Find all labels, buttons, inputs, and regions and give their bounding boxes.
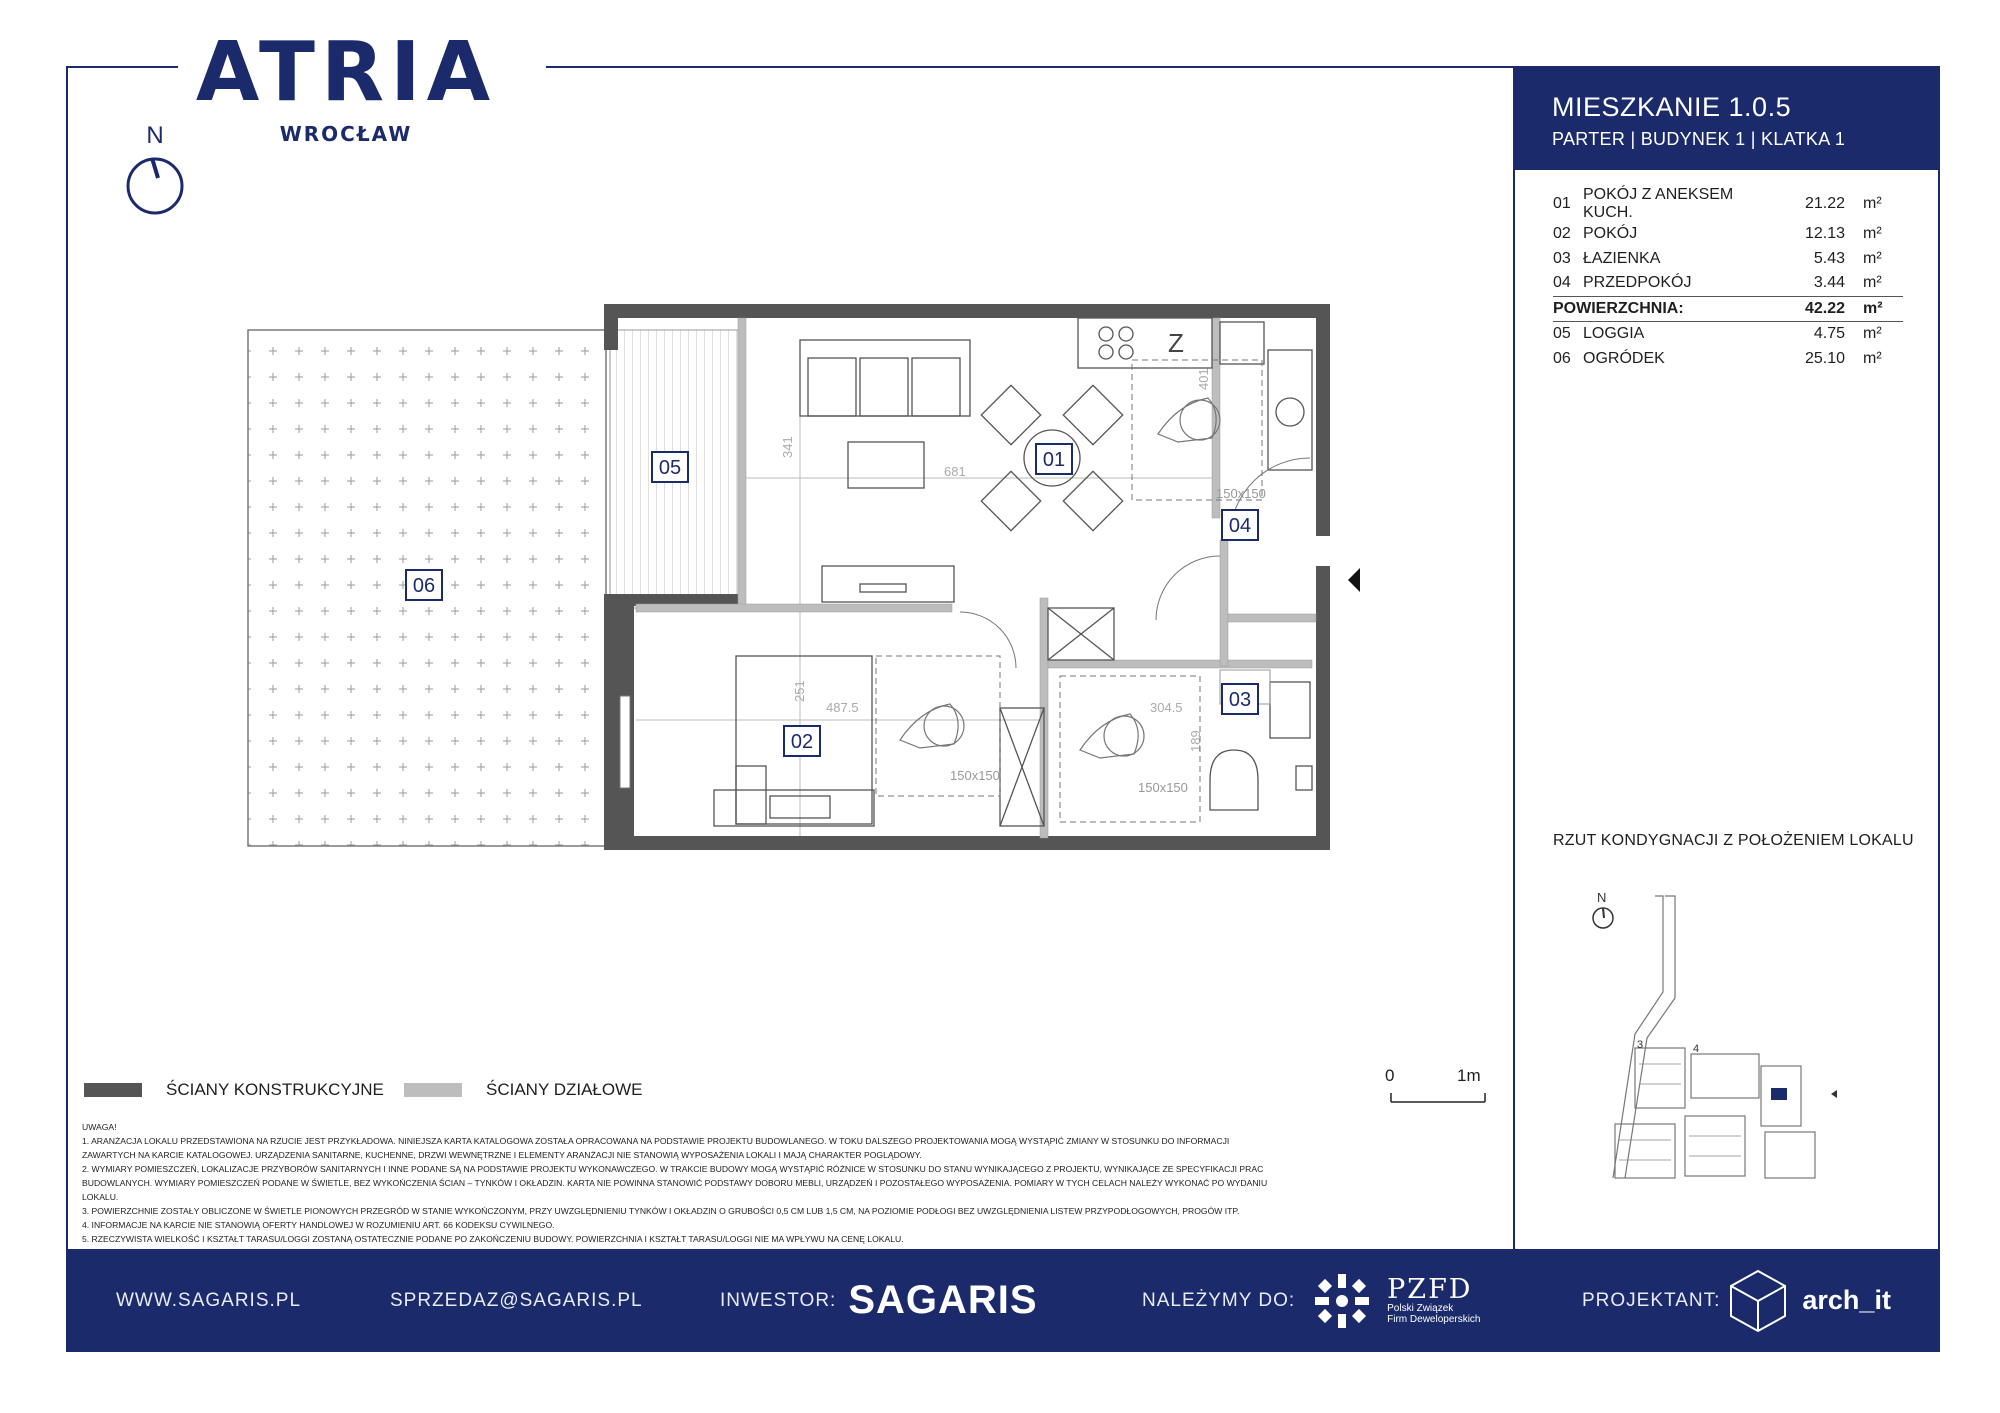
- disclaimer-notes: [82, 1120, 1282, 1246]
- area-total-row: POWIERZCHNIA: 42.22 m²: [1553, 296, 1903, 322]
- pzfd-line1: Polski Związek: [1387, 1303, 1454, 1315]
- footer: [66, 1249, 1940, 1352]
- note-item: 5. RZECZYWISTA WIELKOŚĆ I KSZTAŁT TARASU/LOGGI ZOSTANĄ OSTATECZNIE PODANE PO ZAKOŃCZENIU BUDOWY. POWIERZCHNIA I KSZTAŁT TARASU/LOGGI NIE MA WPŁYWU NA CENĘ LOKALU.: [82, 1234, 904, 1244]
- dim-150x150-b: 150x150: [950, 768, 1000, 783]
- brand-logo: ATRIA: [195, 25, 497, 120]
- scale-zero: 0: [1385, 1066, 1395, 1085]
- website-link[interactable]: WWW.SAGARIS.PL: [116, 1289, 302, 1311]
- svg-text:Z: Z: [1168, 328, 1184, 358]
- note-item: 3. POWIERZCHNIE ZOSTAŁY OBLICZONE W ŚWIETLE PIONOWYCH PRZEGRÓD W STANIE WYKOŃCZONYM, PRZY UWZGLĘDNIENIU TYNKÓW I OKŁADZIN O GRUBOŚCI 0,5 CM LUB 1,5 CM, NA POZIOMIE PODŁOGI BEZ UWZGLĘDNIENIA LISTEW PRZYPODŁOGOWYCH, PROGÓW ITP.: [82, 1206, 1240, 1216]
- arch-it-cube-icon: [1728, 1269, 1788, 1333]
- pzfd-text: [1387, 1273, 1481, 1325]
- brand: [166, 25, 526, 146]
- panel-divider: [1513, 66, 1515, 1249]
- area-table: [1553, 186, 1903, 371]
- designer-label: PROJEKTANT:: [1582, 1289, 1721, 1311]
- dim-401: 401: [1196, 368, 1211, 390]
- member-label: NALEŻYMY DO:: [1142, 1289, 1296, 1311]
- room-label-05: 05: [658, 457, 682, 479]
- legend-label-partition: ŚCIANY DZIAŁOWE: [486, 1080, 643, 1099]
- note-item: 2. WYMIARY POMIESZCZEŃ, LOKALIZACJE PRZYBORÓW SANITARNYCH I INNE PODANE SĄ NA PODSTAWIE PROJEKTU WYKONAWCZEGO. W TRAKCIE BUDOWY MOGĄ WYSTĄPIĆ RÓŻNICE W STOSUNKU DO STANU WYNIKAJĄCEGO Z PROJEKTU, WYNIKAJĄCE ZE SPECYFIKACJI PRAC BUDOWLANYCH. WYMIARY POMIESZCZEŃ PODANE W ŚWIETLE, BEZ WYKOŃCZENIA ŚCIAN – TYNKÓW I OKŁADZIN. KARTA NIE POWINNA STANOWIĆ PODSTAWY DOBORU MEBLI, URZĄDZEŃ I POZOSTAŁEGO WYPOSAŻENIA. POMIARY W TYCH CELACH NALEŻY WYKONAĆ PO WYDANIU LOKALU.: [82, 1164, 1268, 1202]
- keyplan-map: [1565, 888, 1865, 1208]
- svg-text:4: 4: [1693, 1043, 1700, 1055]
- pzfd-line2: Firm Deweloperskich: [1387, 1313, 1481, 1325]
- area-row: 05 LOGGIA 4.75 m²: [1553, 325, 1882, 343]
- note-item: 4. INFORMACJE NA KARCIE NIE STANOWIĄ OFERTY HANDLOWEJ W ROZUMIENIU ART. 66 KODEKSU CYWILNEGO.: [82, 1220, 555, 1230]
- designer-name: arch_it: [1802, 1285, 1891, 1315]
- north-indicator: [122, 122, 188, 220]
- area-row: 02 POKÓJ 12.13 m²: [1553, 225, 1882, 243]
- legend-label-structural: ŚCIANY KONSTRUKCYJNE: [166, 1080, 384, 1099]
- footer-website[interactable]: [116, 1249, 301, 1352]
- note-heading: UWAGA!: [82, 1122, 117, 1132]
- apartment-header: [1515, 68, 1938, 170]
- legend-swatch-structural: [84, 1083, 142, 1097]
- footer-member: [1142, 1249, 1481, 1352]
- footer-investor: [720, 1249, 1038, 1352]
- room-label-04: 04: [1228, 515, 1252, 537]
- svg-text:3: 3: [1637, 1039, 1644, 1051]
- email-link[interactable]: SPRZEDAZ@SAGARIS.PL: [390, 1289, 643, 1311]
- room-label-03: 03: [1228, 689, 1252, 711]
- room-label-06: 06: [412, 575, 436, 597]
- footer-designer: [1582, 1249, 1891, 1352]
- area-row: 01 POKÓJ Z ANEKSEM KUCH. 21.22 m²: [1553, 186, 1882, 221]
- room-label-02: 02: [790, 731, 814, 753]
- room-label-01: 01: [1042, 449, 1066, 471]
- dim-150x150-c: 150x150: [1138, 780, 1188, 795]
- investor-label: INWESTOR:: [720, 1289, 837, 1311]
- legend-structural: [84, 1080, 384, 1100]
- floor-plan: [240, 300, 1360, 860]
- dim-189: 189: [1188, 730, 1203, 752]
- dim-304-5: 304.5: [1150, 700, 1183, 715]
- pzfd-flower-icon: [1311, 1270, 1373, 1332]
- dim-251: 251: [792, 680, 807, 702]
- keyplan-title: RZUT KONDYGNACJI Z POŁOŻENIEM LOKALU: [1553, 832, 1914, 849]
- apartment-subtitle: PARTER | BUDYNEK 1 | KLATKA 1: [1552, 129, 1846, 149]
- area-row: 03 ŁAZIENKA 5.43 m²: [1553, 249, 1882, 267]
- pzfd-name: PZFD: [1387, 1273, 1473, 1305]
- dim-681: 681: [944, 464, 966, 479]
- entry-arrow: [1348, 564, 1360, 596]
- dim-150x150-a: 150x150: [1216, 486, 1266, 501]
- compass-icon: [122, 150, 188, 216]
- scale-bar: [1385, 1066, 1495, 1106]
- legend-swatch-partition: [404, 1083, 462, 1097]
- legend-partition: [404, 1080, 643, 1100]
- north-letter: N: [146, 122, 164, 149]
- apartment-title: MIESZKANIE 1.0.5: [1552, 92, 1792, 122]
- dim-341: 341: [780, 436, 795, 458]
- furniture-bedroom: [714, 608, 1114, 826]
- scale-line: [1385, 1066, 1495, 1106]
- area-row: 06 OGRÓDEK 25.10 m²: [1553, 349, 1882, 367]
- note-item: 1. ARANŻACJA LOKALU PRZEDSTAWIONA NA RZUCIE JEST PRZYKŁADOWA. NINIEJSZA KARTA KATALOGOWA ZOSTAŁA OPRACOWANA NA PODSTAWIE PROJEKTU BUDOWLANEGO. W TOKU DALSZEGO PROJEKTOWANIA MOGĄ WYSTĄPIĆ ZMIANY W STOSUNKU DO INFORMACJI ZAWARTYCH NA KARCIE KATALOGOWEJ. URZĄDZENIA SANITARNE, KUCHENNE, DRZWI WEWNĘTRZNE I ELEMENTY ARANŻACJI NIE STANOWIĄ WYPOSAŻENIA LOKALI I MAJĄ CHARAKTER POGLĄDOWY.: [82, 1136, 1230, 1160]
- scale-one: 1m: [1457, 1066, 1481, 1085]
- svg-text:N: N: [1597, 890, 1607, 905]
- investor-logo: SAGARIS: [848, 1278, 1038, 1322]
- footer-email[interactable]: [390, 1249, 643, 1352]
- area-row: 04 PRZEDPOKÓJ 3.44 m²: [1553, 274, 1882, 292]
- dim-487-5: 487.5: [826, 700, 859, 715]
- brand-city: WROCŁAW: [279, 122, 413, 146]
